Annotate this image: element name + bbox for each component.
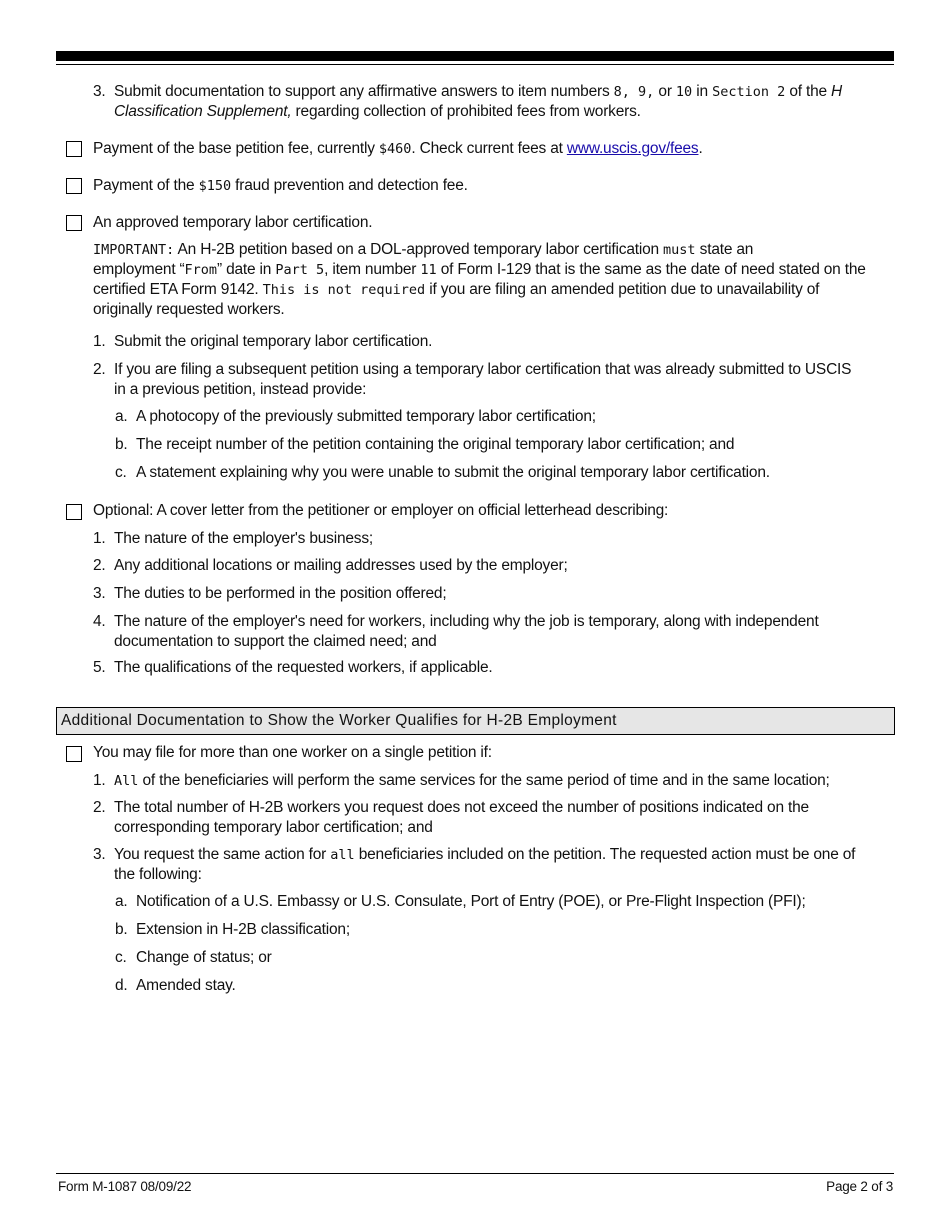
list-item-text: in a previous petition, instead provide:	[114, 381, 367, 398]
text-run: regarding collection of prohibited fees from workers.	[291, 103, 641, 120]
cover-letter-heading: Optional: A cover letter from the petitioner or employer on official letterhead describing:	[93, 502, 669, 519]
sub-list-item-text: Extension in H-2B classification;	[136, 921, 350, 938]
list-item-text: Any additional locations or mailing addresses used by the employer;	[114, 557, 568, 574]
important-note-line: originally requested workers.	[93, 301, 285, 318]
multi-worker-heading: You may file for more than one worker on a single petition if:	[93, 744, 492, 761]
list-item-text: If you are filing a subsequent petition using a temporary labor certification that was already submitted to USCIS	[114, 361, 852, 378]
multi-worker-checkbox[interactable]	[66, 746, 82, 762]
text-run: of the	[785, 83, 832, 100]
base-fee-checkbox[interactable]	[66, 141, 82, 157]
fraud-fee-checkbox[interactable]	[66, 178, 82, 194]
labor-cert-heading: An approved temporary labor certification.	[93, 214, 373, 231]
text-run: Section 2	[712, 84, 786, 100]
form-number: Form M-1087 08/09/22	[58, 1179, 192, 1194]
labor-cert-checkbox[interactable]	[66, 215, 82, 231]
list-number: 4.	[93, 613, 106, 630]
sub-list-item-text: A statement explaining why you were unable to submit the original temporary labor certification.	[136, 464, 770, 481]
text-run: fraud prevention and detection fee.	[231, 177, 468, 194]
sub-list-item-text: Change of status; or	[136, 949, 272, 966]
list-item-text: The nature of the employer's need for workers, including why the job is temporary, along with independent	[114, 613, 819, 630]
text-run: of the beneficiaries will perform the same services for the same period of time and in the same location;	[138, 772, 830, 789]
text-run: Submit documentation to support any affirmative answers to item numbers	[114, 83, 614, 100]
text-run: .	[698, 140, 703, 157]
list-number: 5.	[93, 659, 106, 676]
text-run: Payment of the	[93, 177, 199, 194]
list-number: 3.	[93, 83, 106, 100]
list-item-text: The duties to be performed in the position offered;	[114, 585, 447, 602]
text-run: 10	[675, 84, 693, 100]
text-run: all	[330, 847, 355, 863]
list-item-text: The nature of the employer's business;	[114, 530, 374, 547]
text-run: From	[184, 262, 218, 278]
list-item-text	[114, 845, 855, 865]
sub-list-letter: c.	[115, 949, 127, 966]
important-note-line	[93, 240, 753, 260]
text-run: Part 5	[275, 262, 325, 278]
important-label: IMPORTANT:	[93, 242, 175, 258]
list-item-text: The qualifications of the requested workers, if applicable.	[114, 659, 493, 676]
list-item-text: corresponding temporary labor certification; and	[114, 819, 433, 836]
list-item-text: The total number of H-2B workers you request does not exceed the number of positions indicated on the	[114, 799, 809, 816]
list-number: 3.	[93, 846, 106, 863]
sub-list-letter: c.	[115, 464, 127, 481]
list-number: 2.	[93, 557, 106, 574]
page-number: Page 2 of 3	[826, 1179, 893, 1194]
list-number: 1.	[93, 333, 106, 350]
fraud-fee-text	[93, 176, 468, 196]
list-item-text	[114, 102, 641, 122]
sub-list-letter: b.	[115, 436, 128, 453]
important-note-line	[93, 260, 866, 280]
footer-rule	[56, 1173, 894, 1174]
text-run: 8, 9,	[613, 84, 655, 100]
text-run: certified ETA Form 9142.	[93, 281, 263, 298]
text-run: Payment of the base petition fee, currently	[93, 140, 379, 157]
text-run: . Check current fees at	[411, 140, 567, 157]
list-item-text: the following:	[114, 866, 202, 883]
sub-list-item-text: Amended stay.	[136, 977, 236, 994]
text-run: 11	[420, 262, 437, 278]
text-run: state an	[695, 241, 754, 258]
text-run: in	[692, 83, 713, 100]
section-header: Additional Documentation to Show the Worker Qualifies for H-2B Employment	[56, 707, 895, 735]
sub-list-item-text: A photocopy of the previously submitted temporary labor certification;	[136, 408, 596, 425]
text-run: Classification Supplement,	[114, 103, 292, 120]
list-number: 3.	[93, 585, 106, 602]
sub-list-letter: b.	[115, 921, 128, 938]
list-number: 2.	[93, 361, 106, 378]
list-item-text	[114, 82, 842, 102]
text-run: ” date in	[217, 261, 276, 278]
fee-amount: $460	[378, 141, 412, 157]
text-run: employment “	[93, 261, 185, 278]
text-run: must	[663, 242, 696, 258]
base-fee-text	[93, 139, 703, 159]
text-run: if you are filing an amended petition due to unavailability of	[425, 281, 820, 298]
sub-list-letter: a.	[115, 893, 128, 910]
list-item-text: Submit the original temporary labor certification.	[114, 333, 433, 350]
text-run: of Form I-129 that is the same as the date of need stated on the	[436, 261, 866, 278]
text-run: beneficiaries included on the petition. The requested action must be one of	[354, 846, 856, 863]
list-number: 1.	[93, 772, 106, 789]
sub-list-item-text: The receipt number of the petition containing the original temporary labor certification; and	[136, 436, 735, 453]
text-run: An H-2B petition based on a DOL-approved temporary labor certification	[174, 241, 664, 258]
list-item-text	[114, 771, 830, 791]
text-run: All	[114, 773, 139, 789]
list-number: 2.	[93, 799, 106, 816]
sub-list-letter: a.	[115, 408, 128, 425]
fee-amount: $150	[198, 178, 232, 194]
text-run: You request the same action for	[114, 846, 331, 863]
sub-list-letter: d.	[115, 977, 128, 994]
text-run: This is not required	[262, 282, 426, 298]
cover-letter-checkbox[interactable]	[66, 504, 82, 520]
text-run: or	[654, 83, 676, 100]
important-note-line	[93, 280, 819, 300]
header-rule-thick	[56, 51, 894, 61]
sub-list-item-text: Notification of a U.S. Embassy or U.S. Consulate, Port of Entry (POE), or Pre-Flight Inspection (PFI);	[136, 893, 806, 910]
header-rule-thin	[56, 64, 894, 65]
list-number: 1.	[93, 530, 106, 547]
fees-link[interactable]: www.uscis.gov/fees	[566, 140, 699, 157]
text-run: H	[831, 83, 843, 100]
text-run: , item number	[324, 261, 421, 278]
list-item-text: documentation to support the claimed need; and	[114, 633, 437, 650]
